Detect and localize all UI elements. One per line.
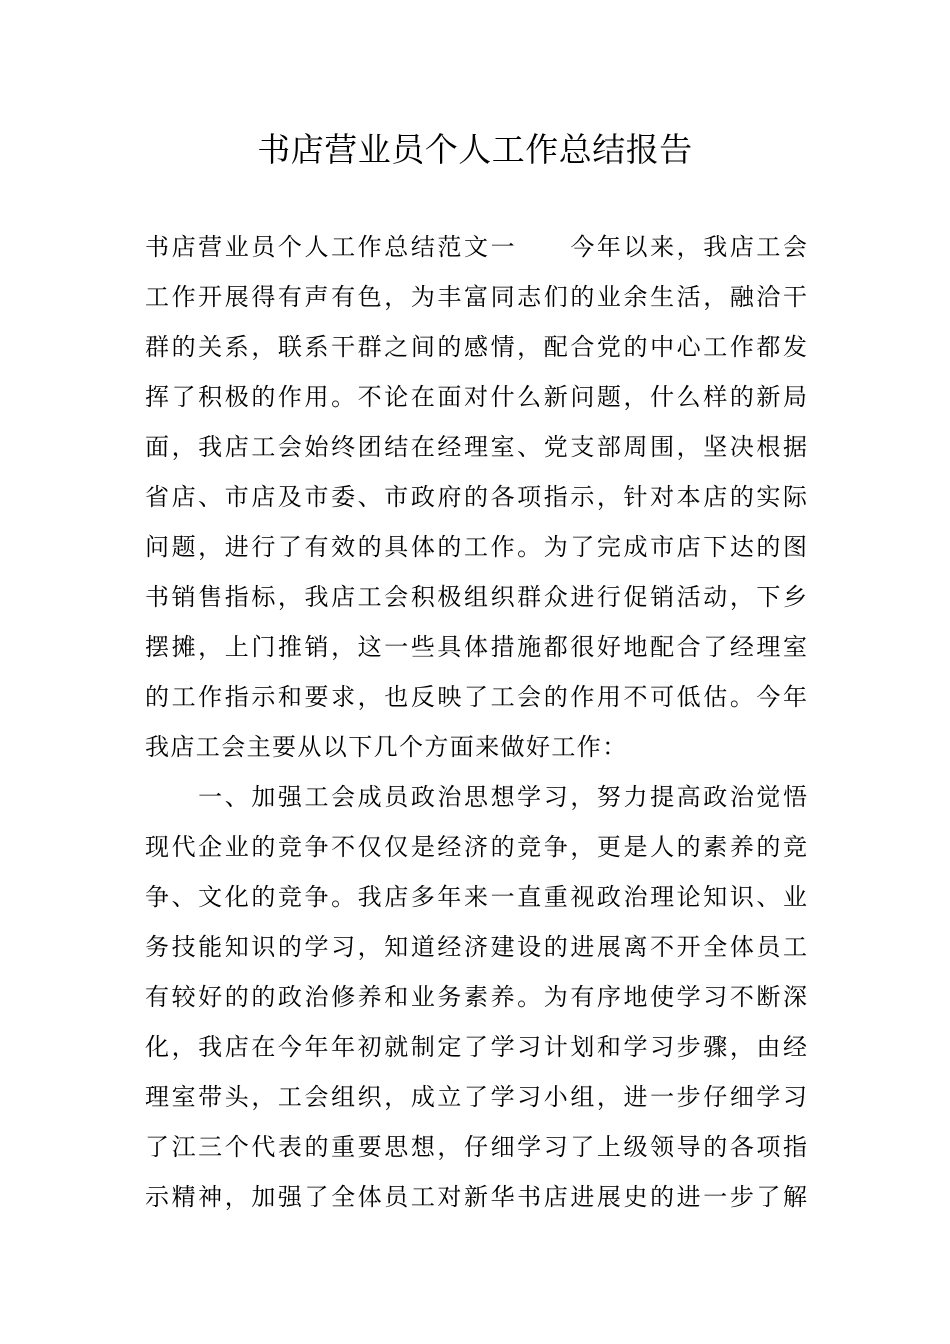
paragraph-line: 书销售指标，我店工会积极组织群众进行促销活动，下乡 [145,583,807,611]
paragraph-line: 务技能知识的学习，知道经济建设的进展离不开全体员工 [145,933,807,961]
paragraph-line: 问题，进行了有效的具体的工作。为了完成市店下达的图 [145,533,807,561]
paragraph-line: 群的关系，联系干群之间的感情，配合党的中心工作都发 [145,333,807,361]
paragraph-line: 示精神，加强了全体员工对新华书店进展史的进一步了解 [145,1183,807,1211]
paragraph-line: 挥了积极的作用。不论在面对什么新问题，什么样的新局 [145,383,807,411]
paragraph-line: 我店工会主要从以下几个方面来做好工作： [145,733,628,761]
paragraph-line: 化，我店在今年年初就制定了学习计划和学习步骤，由经 [145,1033,807,1061]
paragraph-line: 书店营业员个人工作总结范文一 今年以来，我店工会 [145,233,807,261]
paragraph-line: 有较好的的政治修养和业务素养。为有序地使学习不断深 [145,983,807,1011]
paragraph-line: 现代企业的竞争不仅仅是经济的竞争，更是人的素养的竞 [145,833,807,861]
paragraph-line: 摆摊，上门推销，这一些具体措施都很好地配合了经理室 [145,633,807,661]
document-title: 书店营业员个人工作总结报告 [257,130,693,169]
paragraph-line: 省店、市店及市委、市政府的各项指示，针对本店的实际 [145,483,807,511]
paragraph-line: 了江三个代表的重要思想，仔细学习了上级领导的各项指 [145,1133,807,1161]
paragraph-line: 理室带头，工会组织，成立了学习小组，进一步仔细学习 [145,1083,807,1111]
paragraph-line: 面，我店工会始终团结在经理室、党支部周围，坚决根据 [145,433,807,461]
section-heading-line: 一、加强工会成员政治思想学习，努力提高政治觉悟 [145,783,807,811]
paragraph-line: 争、文化的竞争。我店多年来一直重视政治理论知识、业 [145,883,807,911]
paragraph-line: 工作开展得有声有色，为丰富同志们的业余生活，融洽干 [145,283,807,311]
paragraph-line: 的工作指示和要求，也反映了工会的作用不可低估。今年 [145,683,807,711]
